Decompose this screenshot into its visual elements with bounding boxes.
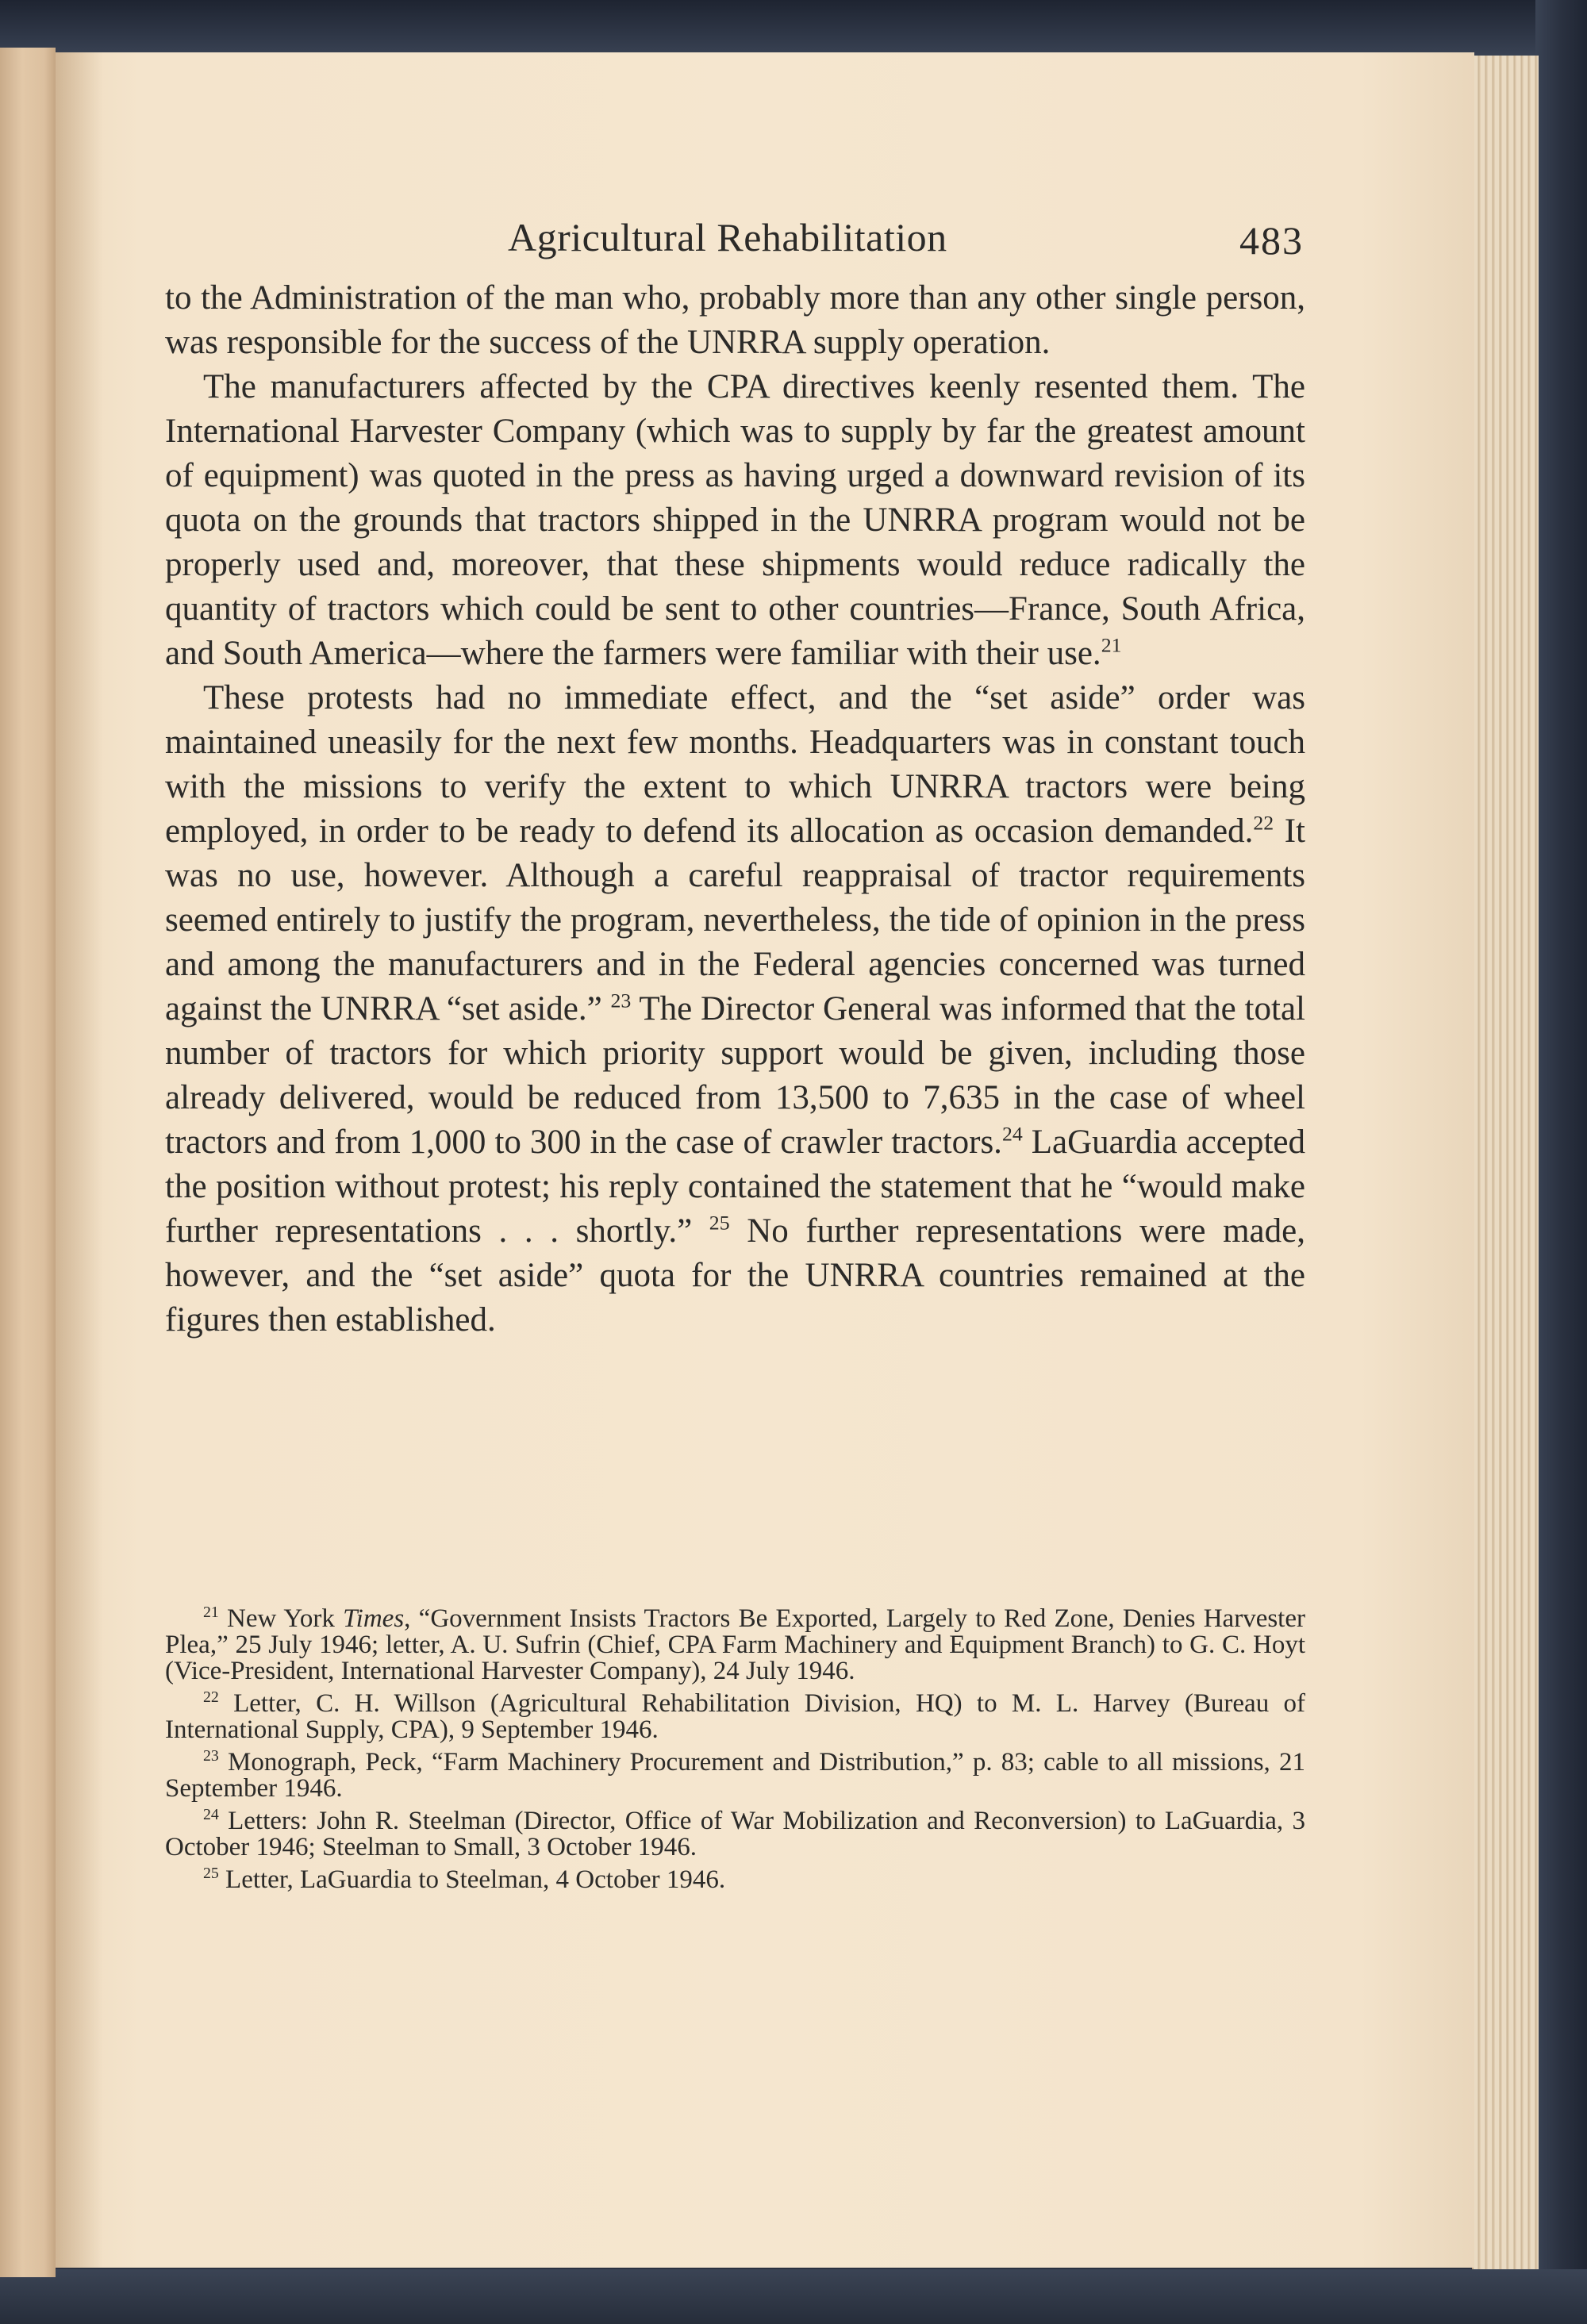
page-number: 483 [1239, 218, 1304, 263]
footnote-24 [165, 1808, 1305, 1861]
book-cover-top [0, 0, 1587, 60]
footnote-22-number: 22 [203, 1688, 219, 1706]
footnote-25-number: 25 [203, 1865, 219, 1882]
footnote-21-lead: New York [218, 1604, 344, 1633]
footnote-21 [165, 1606, 1305, 1684]
paragraph-3 [165, 676, 1305, 1343]
footnote-22 [165, 1688, 1305, 1744]
footnote-23-text: Monograph, Peck, “Farm Machinery Procurement and Distribution,” p. 83; cable to all missions, 21 September 1946. [165, 1748, 1305, 1803]
footnote-ref-23: 23 [610, 989, 632, 1012]
footnote-24-number: 24 [203, 1806, 219, 1823]
footnote-21-italic: Times [343, 1604, 405, 1633]
footnote-25-text: Letter, LaGuardia to Steelman, 4 October 1946. [218, 1865, 726, 1894]
footnote-21-text: , “Government Insists Tractors Be Exported, Largely to Red Zone, Denies Harvester Plea,” 25 July 1946; letter, A. U. Sufrin (Chief, CPA Farm Machinery and Equipment Branch) to G. C. Hoyt (Vice-President, International Harvester Company), 24 July 1946. [165, 1604, 1305, 1685]
paragraph-3-text-d: LaGuardia accepted the position without protest; his reply contained the statement that he “would make further representations . . . shortly.” [165, 1124, 1305, 1250]
footnotes [165, 1606, 1305, 1900]
footnote-23-number: 23 [203, 1747, 219, 1765]
book-cover-bottom [0, 2269, 1587, 2324]
paragraph-2 [165, 365, 1305, 676]
book-cover-right [1535, 0, 1587, 2324]
paragraph-1-text: to the Administration of the man who, probably more than any other single person, was responsible for the success of the UNRRA supply operation. [165, 279, 1305, 361]
footnote-23 [165, 1747, 1305, 1803]
paragraph-3-text-a: These protests had no immediate effect, and the “set aside” order was maintained uneasily for the next few months. Headquarters was in constant touch with the missions to verify the extent to which UNRRA tractors were being employed, in order to be ready to defend its allocation as occasion demanded. [165, 679, 1305, 850]
page-stack-edge [1472, 56, 1539, 2269]
footnote-ref-22: 22 [1253, 811, 1274, 835]
running-head [181, 211, 1304, 275]
footnote-ref-21: 21 [1101, 633, 1122, 657]
book-page [56, 52, 1474, 2268]
footnote-24-text: Letters: John R. Steelman (Director, Office of War Mobilization and Reconversion) to LaGuardia, 3 October 1946; Steelman to Small, 3 October 1946. [165, 1807, 1305, 1861]
paragraph-2-text: The manufacturers affected by the CPA directives keenly resented them. The International Harvester Company (which was to supply by far the greatest amount of equipment) was quoted in the press as having urged a downward revision of its quota on the grounds that tractors shipped in the UNRRA program would not be properly used and, moreover, that these shipments would reduce radically the quantity of tractors which could be sent to other countries—France, South Africa, and South America—where the farmers were familiar with their use. [165, 368, 1305, 672]
page-gutter-shadow [56, 52, 103, 2268]
footnote-ref-25: 25 [709, 1211, 730, 1235]
body-text [165, 276, 1305, 1343]
paragraph-3-text-e: No further representations were made, however, and the “set aside” quota for the UNRRA countries remained at the figures then established. [165, 1212, 1305, 1339]
footnote-25 [165, 1867, 1305, 1893]
footnote-ref-24: 24 [1001, 1122, 1023, 1146]
facing-page-edge [0, 48, 56, 2277]
paragraph-1 [165, 276, 1305, 365]
paragraph-3-text-b: It was no use, however. Although a careful reappraisal of tractor requirements seemed entirely to justify the program, nevertheless, the tide of opinion in the press and among the manufacturers and in the Federal agencies concerned was turned against the UNRRA “set aside.” [165, 812, 1305, 1028]
footnote-21-number: 21 [203, 1604, 219, 1621]
paragraph-3-text-c: The Director General was informed that the total number of tractors for which priority support would be given, including those already delivered, would be reduced from 13,500 to 7,635 in the case of wheel tractors and from 1,000 to 300 in the case of crawler tractors. [165, 990, 1305, 1161]
footnote-22-text: Letter, C. H. Willson (Agricultural Rehabilitation Division, HQ) to M. L. Harvey (Bureau of International Supply, CPA), 9 September 1946. [165, 1689, 1305, 1744]
running-head-title: Agricultural Rehabilitation [508, 215, 947, 259]
